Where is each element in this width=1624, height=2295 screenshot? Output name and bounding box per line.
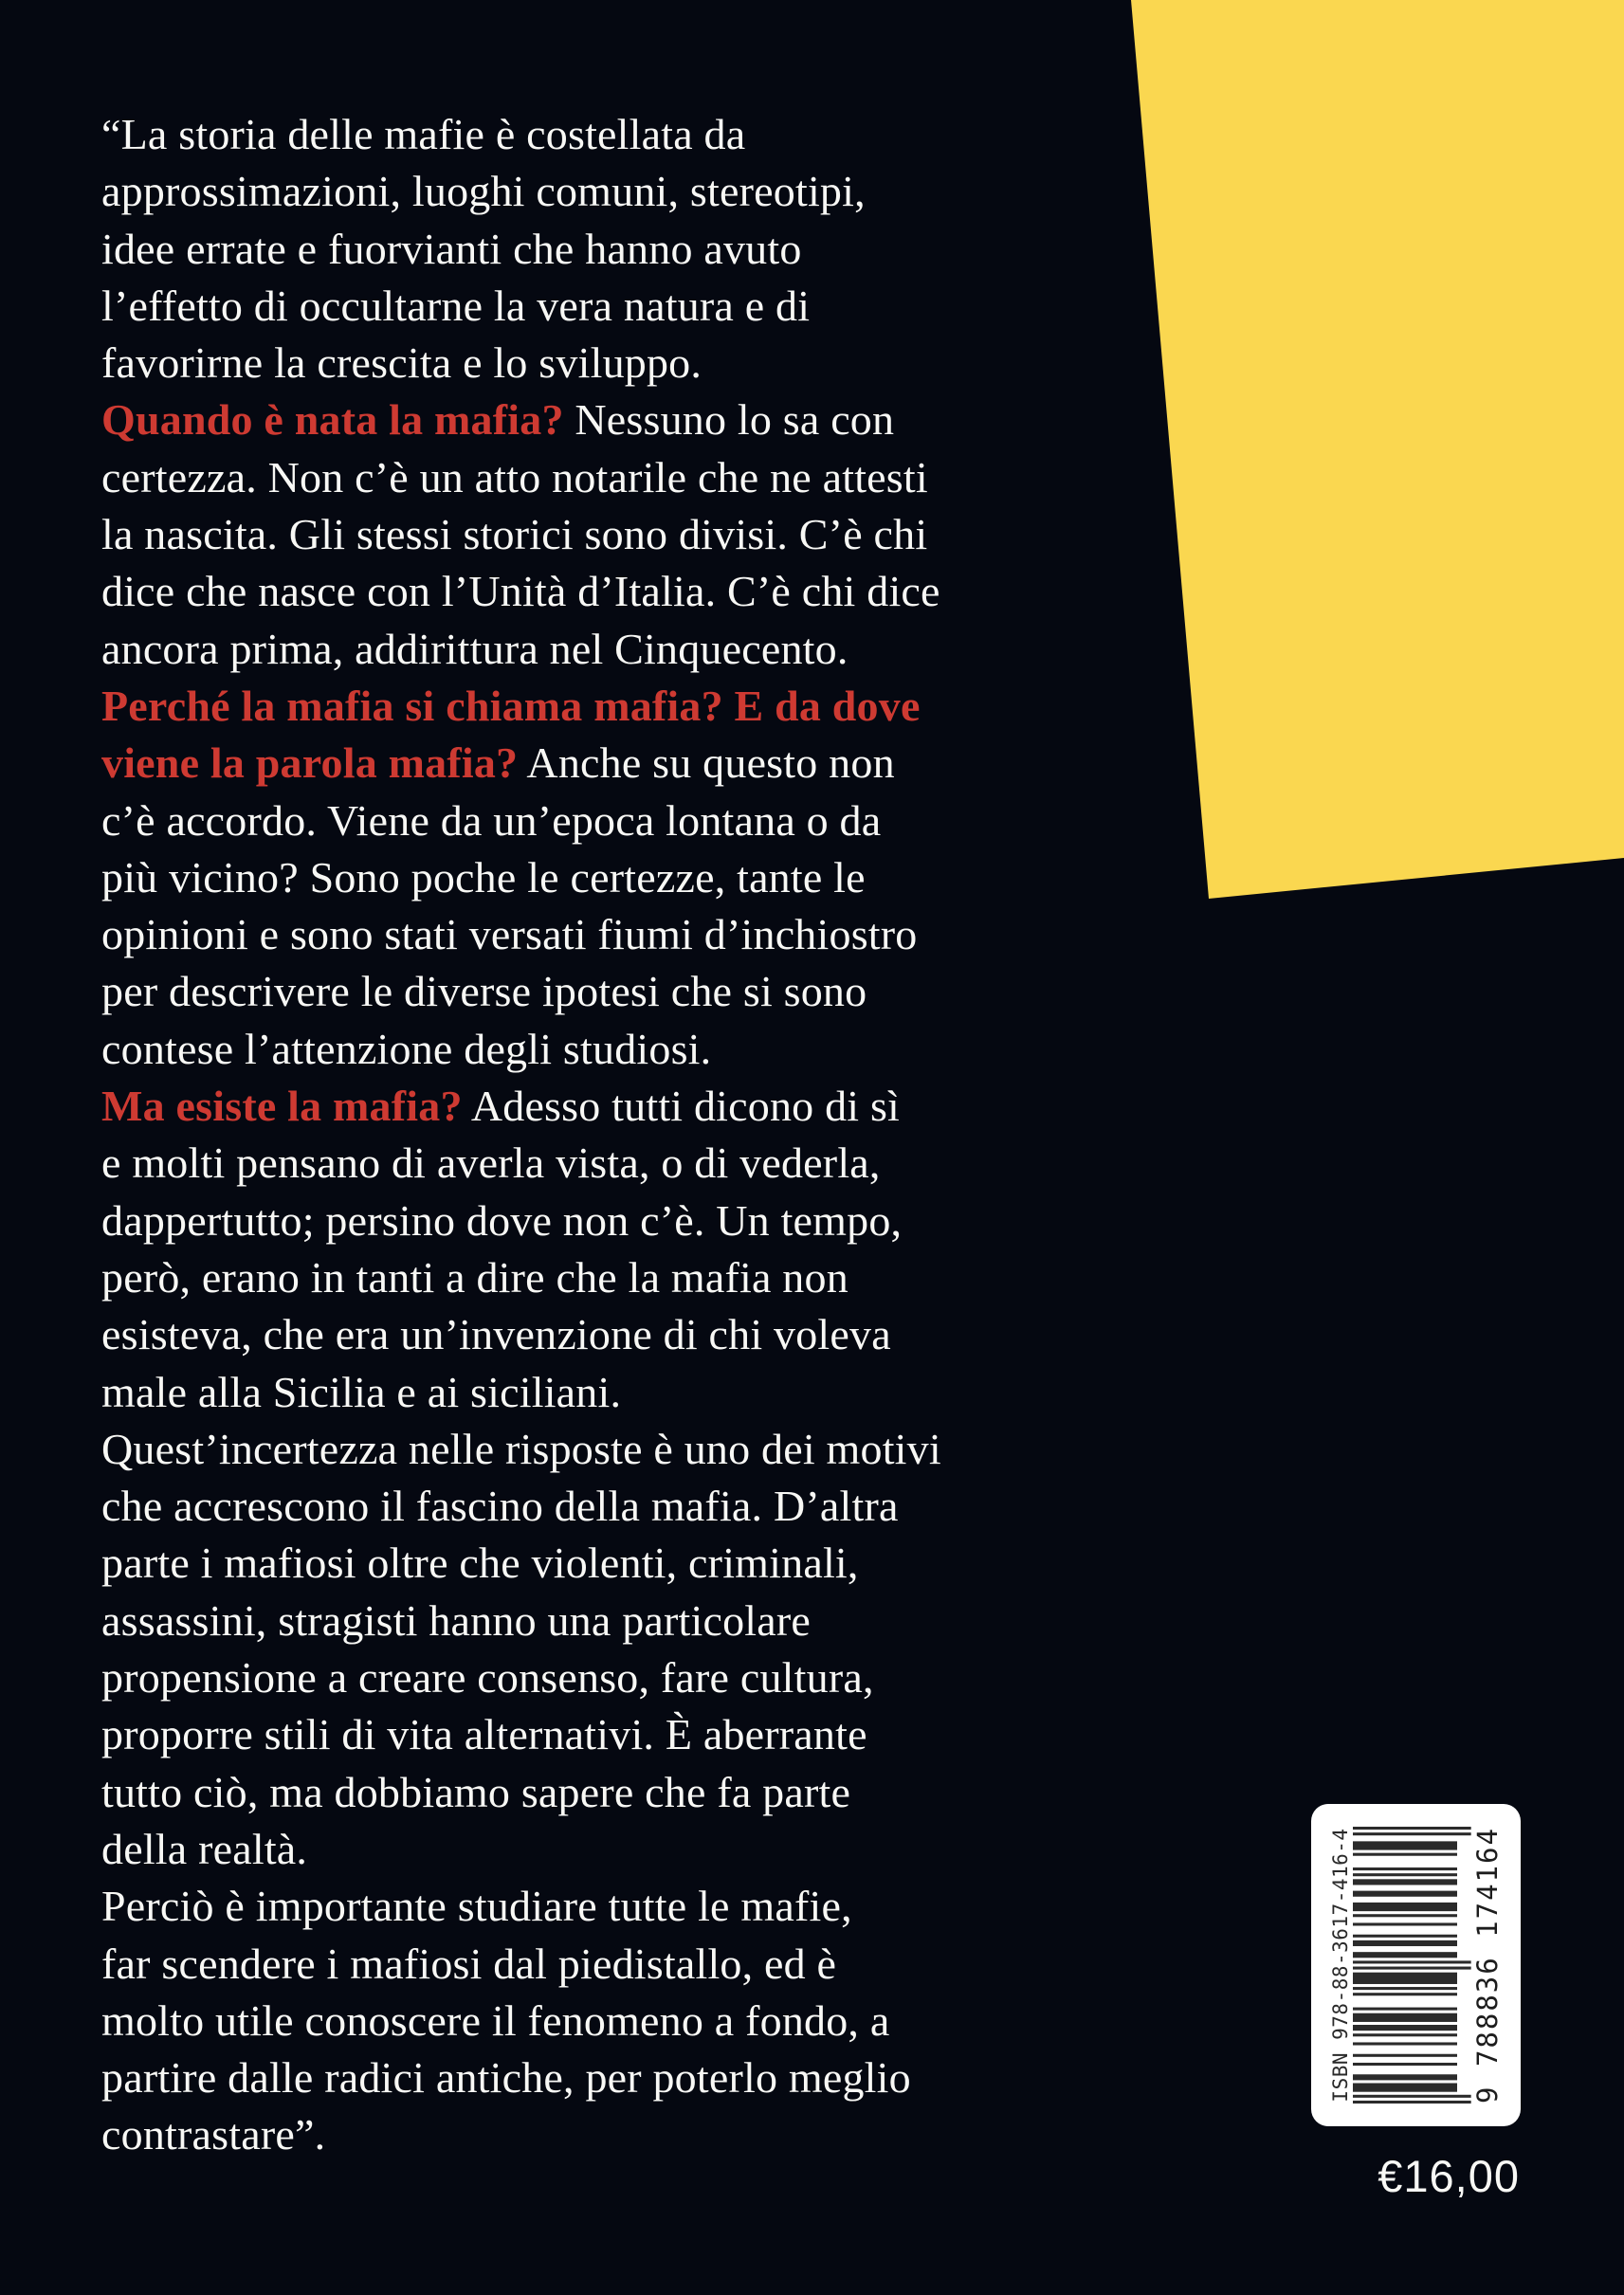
- text-segment: l’effetto di occultarne la vera natura e di: [101, 281, 811, 330]
- blurb-line: [101, 849, 941, 906]
- blurb-line: [101, 1021, 941, 1078]
- text-segment: certezza. Non c’è un atto notarile che ne attesti: [101, 452, 928, 501]
- blurb-line: [101, 449, 941, 506]
- blurb-line: [101, 792, 941, 849]
- blurb-line: [101, 2106, 941, 2163]
- blurb-line: [101, 1421, 941, 1478]
- blurb-line: [101, 906, 941, 963]
- text-segment: assassini, stragisti hanno una particolare: [101, 1595, 812, 1645]
- text-segment: partire dalle radici antiche, per poterlo meglio: [101, 2053, 911, 2103]
- text-segment: proporre stili di vita alternativi. È aberrante: [101, 1710, 867, 1759]
- isbn-label: ISBN 978-88-3617-416-4: [1328, 1828, 1352, 2103]
- blurb-line: [101, 1593, 941, 1649]
- text-segment: però, erano in tanti a dire che la mafia non: [101, 1252, 848, 1302]
- blurb-line: [101, 1478, 941, 1535]
- text-segment: Perciò è importante studiare tutte le mafie,: [101, 1882, 852, 1931]
- text-segment: idee errate e fuorvianti che hanno avuto: [101, 224, 802, 273]
- isbn-barcode: [1311, 1804, 1521, 2126]
- text-segment: male alla Sicilia e ai siciliani.: [101, 1367, 622, 1416]
- text-segment: per descrivere le diverse ipotesi che si sono: [101, 967, 867, 1016]
- blurb-line: [101, 963, 941, 1020]
- blurb-line: [101, 621, 941, 678]
- blurb-line: [101, 1078, 941, 1135]
- blurb-line: [101, 563, 941, 620]
- text-segment: approssimazioni, luoghi comuni, stereotipi,: [101, 167, 866, 216]
- text-segment: c’è accordo. Viene da un’epoca lontana o da: [101, 795, 882, 845]
- blurb-line: [101, 506, 941, 563]
- text-segment: Adesso tutti dicono di sì: [462, 1082, 901, 1131]
- text-segment: molto utile conoscere il fenomeno a fondo, a: [101, 1995, 890, 2045]
- blurb-line: [101, 1764, 941, 1821]
- text-segment: Anche su questo non: [518, 738, 895, 788]
- highlight-question: Quando è nata la mafia?: [101, 395, 564, 445]
- blurb-line: [101, 1306, 941, 1363]
- blurb-line: [101, 1249, 941, 1306]
- text-segment: Nessuno lo sa con: [563, 395, 895, 445]
- text-segment: la nascita. Gli stessi storici sono divisi. C’è chi: [101, 510, 928, 559]
- text-segment: contrastare”.: [101, 2110, 326, 2159]
- price-label: €16,00: [1378, 2151, 1520, 2201]
- blurb-line: [101, 1364, 941, 1421]
- text-segment: “La storia delle mafie è costellata da: [101, 110, 746, 158]
- text-segment: tutto ciò, ma dobbiamo sapere che fa parte: [101, 1767, 851, 1816]
- text-segment: dappertutto; persino dove non c’è. Un tempo,: [101, 1195, 903, 1245]
- blurb-line: [101, 1193, 941, 1249]
- blurb-line: [101, 1878, 941, 1935]
- blurb-line: [101, 335, 941, 392]
- text-segment: esisteva, che era un’invenzione di chi voleva: [101, 1310, 891, 1359]
- blurb-line: [101, 1936, 941, 1993]
- ean-digits: 9 788836 174164: [1470, 1827, 1504, 2104]
- blurb-line: [101, 163, 941, 220]
- blurb-line: [101, 278, 941, 335]
- text-segment: contese l’attenzione degli studiosi.: [101, 1024, 712, 1073]
- text-segment: più vicino? Sono poche le certezze, tante le: [101, 852, 866, 902]
- highlight-question: Perché la mafia si chiama mafia? E da dove: [101, 681, 921, 730]
- blurb-line: [101, 106, 941, 163]
- text-segment: ancora prima, addirittura nel Cinquecento.: [101, 624, 848, 673]
- blurb-line: [101, 392, 941, 448]
- blurb-line: [101, 1535, 941, 1592]
- blurb-text: [101, 106, 941, 2164]
- text-segment: dice che nasce con l’Unità d’Italia. C’è chi dice: [101, 567, 940, 616]
- blurb-line: [101, 2049, 941, 2106]
- text-segment: che accrescono il fascino della mafia. D’altra: [101, 1482, 899, 1531]
- highlight-question: Ma esiste la mafia?: [101, 1082, 463, 1131]
- blurb-line: [101, 1649, 941, 1706]
- text-segment: opinioni e sono stati versati fiumi d’inchiostro: [101, 910, 918, 959]
- text-segment: far scendere i mafiosi dal piedistallo, ed è: [101, 1939, 837, 1988]
- blurb-line: [101, 1135, 941, 1192]
- barcode-bars: [1353, 1827, 1457, 2104]
- text-segment: favorirne la crescita e lo sviluppo.: [101, 338, 703, 388]
- text-segment: propensione a creare consenso, fare cultura,: [101, 1653, 874, 1703]
- blurb-line: [101, 1821, 941, 1878]
- text-segment: parte i mafiosi oltre che violenti, criminali,: [101, 1539, 859, 1588]
- highlight-question: viene la parola mafia?: [101, 738, 519, 788]
- blurb-line: [101, 221, 941, 278]
- text-segment: e molti pensano di averla vista, o di vederla,: [101, 1138, 881, 1188]
- blurb-line: [101, 678, 941, 735]
- blurb-line: [101, 1706, 941, 1763]
- barcode-rotated-group: [1329, 1827, 1504, 2104]
- blurb-line: [101, 1993, 941, 2049]
- text-segment: Quest’incertezza nelle risposte è uno dei motivi: [101, 1424, 941, 1473]
- blurb-line: [101, 735, 941, 792]
- text-segment: della realtà.: [101, 1824, 308, 1873]
